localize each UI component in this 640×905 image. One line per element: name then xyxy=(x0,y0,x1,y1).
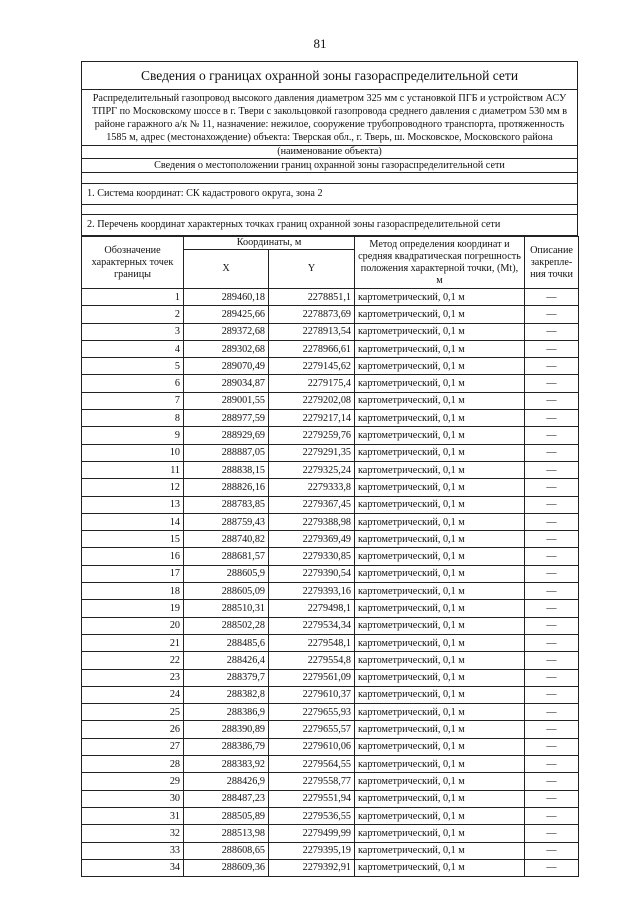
method-cell: картометрический, 0,1 м xyxy=(355,790,525,807)
fixing-description-cell: — xyxy=(525,807,579,824)
y-coordinate-cell: 2279388,98 xyxy=(269,513,355,530)
method-cell: картометрический, 0,1 м xyxy=(355,479,525,496)
point-number-cell: 28 xyxy=(82,756,184,773)
table-row xyxy=(82,634,579,651)
point-number-cell: 14 xyxy=(82,513,184,530)
fixing-description-cell: — xyxy=(525,617,579,634)
spacer-row xyxy=(82,173,577,184)
y-coordinate-cell: 2279259,76 xyxy=(269,427,355,444)
table-row xyxy=(82,513,579,530)
point-number-cell: 13 xyxy=(82,496,184,513)
point-number-cell: 12 xyxy=(82,479,184,496)
y-coordinate-cell: 2279610,37 xyxy=(269,686,355,703)
point-number-cell: 15 xyxy=(82,531,184,548)
x-coordinate-cell: 288605,9 xyxy=(184,565,269,582)
fixing-description-cell: — xyxy=(525,392,579,409)
y-coordinate-cell: 2279561,09 xyxy=(269,669,355,686)
point-number-cell: 30 xyxy=(82,790,184,807)
header-coordinates: Координаты, м xyxy=(184,237,355,250)
fixing-description-cell: — xyxy=(525,773,579,790)
table-row xyxy=(82,479,579,496)
fixing-description-cell: — xyxy=(525,842,579,859)
point-number-cell: 1 xyxy=(82,289,184,306)
fixing-description-cell: — xyxy=(525,513,579,530)
fixing-description-cell: — xyxy=(525,738,579,755)
x-coordinate-cell: 288379,7 xyxy=(184,669,269,686)
table-row xyxy=(82,531,579,548)
fixing-description-cell: — xyxy=(525,479,579,496)
method-cell: картометрический, 0,1 м xyxy=(355,531,525,548)
method-cell: картометрический, 0,1 м xyxy=(355,807,525,824)
x-coordinate-cell: 288390,89 xyxy=(184,721,269,738)
point-number-cell: 21 xyxy=(82,634,184,651)
point-number-cell: 34 xyxy=(82,859,184,876)
method-cell: картометрический, 0,1 м xyxy=(355,756,525,773)
point-number-cell: 4 xyxy=(82,340,184,357)
y-coordinate-cell: 2279395,19 xyxy=(269,842,355,859)
x-coordinate-cell: 288887,05 xyxy=(184,444,269,461)
x-coordinate-cell: 288487,23 xyxy=(184,790,269,807)
x-coordinate-cell: 289425,66 xyxy=(184,306,269,323)
x-coordinate-cell: 288681,57 xyxy=(184,548,269,565)
table-row xyxy=(82,738,579,755)
coordinate-system: 1. Система координат: СК кадастрового округа, зона 2 xyxy=(82,184,577,205)
y-coordinate-cell: 2278851,1 xyxy=(269,289,355,306)
method-cell: картометрический, 0,1 м xyxy=(355,358,525,375)
header-frame xyxy=(81,61,578,236)
y-coordinate-cell: 2279558,77 xyxy=(269,773,355,790)
object-description: Распределительный газопровод высокого давления диаметром 325 мм с установкой ПГБ и устройством АСУ ТПРГ по Московскому шоссе в г. Твери с закольцовкой газопровода среднего давления с диаметром 530 мм в районе гаражного а/к № 11, назначение: нежилое, сооружение трубопроводного транспорта, протяженность 1585 м, адрес (местонахождение) объекта: Тверская обл., г. Тверь, ш. Московское, Московского района xyxy=(91,93,568,143)
fixing-description-cell: — xyxy=(525,496,579,513)
y-coordinate-cell: 2279548,1 xyxy=(269,634,355,651)
table-row xyxy=(82,583,579,600)
table-row xyxy=(82,340,579,357)
point-number-cell: 20 xyxy=(82,617,184,634)
point-number-cell: 17 xyxy=(82,565,184,582)
table-row xyxy=(82,721,579,738)
y-coordinate-cell: 2279175,4 xyxy=(269,375,355,392)
table-row xyxy=(82,859,579,876)
y-coordinate-cell: 2279217,14 xyxy=(269,410,355,427)
spacer-row xyxy=(82,205,577,215)
y-coordinate-cell: 2278873,69 xyxy=(269,306,355,323)
fixing-description-cell: — xyxy=(525,652,579,669)
x-coordinate-cell: 288838,15 xyxy=(184,461,269,478)
x-coordinate-cell: 288759,43 xyxy=(184,513,269,530)
x-coordinate-cell: 288485,6 xyxy=(184,634,269,651)
x-coordinate-cell: 288510,31 xyxy=(184,600,269,617)
table-row xyxy=(82,358,579,375)
y-coordinate-cell: 2279534,34 xyxy=(269,617,355,634)
y-coordinate-cell: 2279390,54 xyxy=(269,565,355,582)
fixing-description-cell: — xyxy=(525,825,579,842)
method-cell: картометрический, 0,1 м xyxy=(355,392,525,409)
table-row xyxy=(82,686,579,703)
x-coordinate-cell: 288383,92 xyxy=(184,756,269,773)
method-cell: картометрический, 0,1 м xyxy=(355,859,525,876)
y-coordinate-cell: 2279367,45 xyxy=(269,496,355,513)
x-coordinate-cell: 288386,9 xyxy=(184,704,269,721)
x-coordinate-cell: 288502,28 xyxy=(184,617,269,634)
fixing-description-cell: — xyxy=(525,358,579,375)
table-row xyxy=(82,323,579,340)
y-coordinate-cell: 2279393,16 xyxy=(269,583,355,600)
y-coordinate-cell: 2279498,1 xyxy=(269,600,355,617)
fixing-description-cell: — xyxy=(525,790,579,807)
y-coordinate-cell: 2279499,99 xyxy=(269,825,355,842)
y-coordinate-cell: 2279564,55 xyxy=(269,756,355,773)
method-cell: картометрический, 0,1 м xyxy=(355,427,525,444)
point-number-cell: 18 xyxy=(82,583,184,600)
x-coordinate-cell: 288783,85 xyxy=(184,496,269,513)
x-coordinate-cell: 288740,82 xyxy=(184,531,269,548)
method-cell: картометрический, 0,1 м xyxy=(355,513,525,530)
method-cell: картометрический, 0,1 м xyxy=(355,444,525,461)
x-coordinate-cell: 289034,87 xyxy=(184,375,269,392)
table-row xyxy=(82,773,579,790)
document-body xyxy=(81,61,578,877)
fixing-description-cell: — xyxy=(525,306,579,323)
point-number-cell: 6 xyxy=(82,375,184,392)
method-cell: картометрический, 0,1 м xyxy=(355,600,525,617)
table-row xyxy=(82,807,579,824)
fixing-description-cell: — xyxy=(525,531,579,548)
method-cell: картометрический, 0,1 м xyxy=(355,617,525,634)
fixing-description-cell: — xyxy=(525,704,579,721)
table-row xyxy=(82,392,579,409)
table-row xyxy=(82,669,579,686)
table-row xyxy=(82,617,579,634)
x-coordinate-cell: 288386,79 xyxy=(184,738,269,755)
table-row xyxy=(82,289,579,306)
x-coordinate-cell: 288977,59 xyxy=(184,410,269,427)
y-coordinate-cell: 2278966,61 xyxy=(269,340,355,357)
table-row xyxy=(82,565,579,582)
method-cell: картометрический, 0,1 м xyxy=(355,686,525,703)
fixing-description-cell: — xyxy=(525,444,579,461)
point-number-cell: 26 xyxy=(82,721,184,738)
y-coordinate-cell: 2279655,57 xyxy=(269,721,355,738)
method-cell: картометрический, 0,1 м xyxy=(355,583,525,600)
method-cell: картометрический, 0,1 м xyxy=(355,461,525,478)
x-coordinate-cell: 288608,65 xyxy=(184,842,269,859)
point-number-cell: 9 xyxy=(82,427,184,444)
fixing-description-cell: — xyxy=(525,634,579,651)
table-row xyxy=(82,306,579,323)
page-number: 81 xyxy=(313,36,327,51)
table-row xyxy=(82,790,579,807)
point-number-cell: 24 xyxy=(82,686,184,703)
points-list-title: 2. Перечень координат характерных точках границ охранной зоны газораспределительной сети xyxy=(82,215,577,236)
point-number-cell: 10 xyxy=(82,444,184,461)
y-coordinate-cell: 2279330,85 xyxy=(269,548,355,565)
fixing-description-cell: — xyxy=(525,461,579,478)
y-coordinate-cell: 2279551,94 xyxy=(269,790,355,807)
y-coordinate-cell: 2278913,54 xyxy=(269,323,355,340)
method-cell: картометрический, 0,1 м xyxy=(355,842,525,859)
fixing-description-cell: — xyxy=(525,410,579,427)
x-coordinate-cell: 288426,4 xyxy=(184,652,269,669)
point-number-cell: 3 xyxy=(82,323,184,340)
document-title: Сведения о границах охранной зоны газораспределительной сети xyxy=(82,62,577,90)
table-row xyxy=(82,756,579,773)
method-cell: картометрический, 0,1 м xyxy=(355,825,525,842)
header-y: Y xyxy=(269,250,355,289)
method-cell: картометрический, 0,1 м xyxy=(355,704,525,721)
point-number-cell: 25 xyxy=(82,704,184,721)
x-coordinate-cell: 288426,9 xyxy=(184,773,269,790)
object-caption: (наименование объекта) xyxy=(82,145,577,159)
method-cell: картометрический, 0,1 м xyxy=(355,306,525,323)
x-coordinate-cell: 288382,8 xyxy=(184,686,269,703)
point-number-cell: 11 xyxy=(82,461,184,478)
fixing-description-cell: — xyxy=(525,427,579,444)
fixing-description-cell: — xyxy=(525,600,579,617)
fixing-description-cell: — xyxy=(525,565,579,582)
table-row xyxy=(82,375,579,392)
method-cell: картометрический, 0,1 м xyxy=(355,669,525,686)
method-cell: картометрический, 0,1 м xyxy=(355,340,525,357)
point-number-cell: 19 xyxy=(82,600,184,617)
table-row xyxy=(82,444,579,461)
table-row xyxy=(82,410,579,427)
method-cell: картометрический, 0,1 м xyxy=(355,410,525,427)
y-coordinate-cell: 2279145,62 xyxy=(269,358,355,375)
method-cell: картометрический, 0,1 м xyxy=(355,721,525,738)
point-number-cell: 7 xyxy=(82,392,184,409)
location-section-title: Сведения о местоположении границ охранной зоны газораспределительной сети xyxy=(82,159,577,173)
method-cell: картометрический, 0,1 м xyxy=(355,323,525,340)
y-coordinate-cell: 2279392,91 xyxy=(269,859,355,876)
table-row xyxy=(82,704,579,721)
x-coordinate-cell: 288609,36 xyxy=(184,859,269,876)
header-x: X xyxy=(184,250,269,289)
coordinates-table xyxy=(81,236,579,877)
point-number-cell: 8 xyxy=(82,410,184,427)
point-number-cell: 29 xyxy=(82,773,184,790)
table-row xyxy=(82,842,579,859)
x-coordinate-cell: 289460,18 xyxy=(184,289,269,306)
table-row xyxy=(82,427,579,444)
table-body xyxy=(82,289,579,877)
method-cell: картометрический, 0,1 м xyxy=(355,496,525,513)
fixing-description-cell: — xyxy=(525,756,579,773)
y-coordinate-cell: 2279202,08 xyxy=(269,392,355,409)
y-coordinate-cell: 2279325,24 xyxy=(269,461,355,478)
x-coordinate-cell: 289001,55 xyxy=(184,392,269,409)
point-number-cell: 33 xyxy=(82,842,184,859)
y-coordinate-cell: 2279554,8 xyxy=(269,652,355,669)
y-coordinate-cell: 2279536,55 xyxy=(269,807,355,824)
method-cell: картометрический, 0,1 м xyxy=(355,634,525,651)
y-coordinate-cell: 2279333,8 xyxy=(269,479,355,496)
header-point: Обозначение характерных точек границы xyxy=(82,237,184,289)
method-cell: картометрический, 0,1 м xyxy=(355,565,525,582)
table-row xyxy=(82,548,579,565)
fixing-description-cell: — xyxy=(525,669,579,686)
x-coordinate-cell: 289372,68 xyxy=(184,323,269,340)
x-coordinate-cell: 288826,16 xyxy=(184,479,269,496)
method-cell: картометрический, 0,1 м xyxy=(355,652,525,669)
point-number-cell: 2 xyxy=(82,306,184,323)
fixing-description-cell: — xyxy=(525,375,579,392)
x-coordinate-cell: 288505,89 xyxy=(184,807,269,824)
point-number-cell: 23 xyxy=(82,669,184,686)
header-fixing: Описание закрепле-ния точки xyxy=(525,237,579,289)
point-number-cell: 5 xyxy=(82,358,184,375)
table-row xyxy=(82,461,579,478)
method-cell: картометрический, 0,1 м xyxy=(355,548,525,565)
point-number-cell: 31 xyxy=(82,807,184,824)
table-row xyxy=(82,825,579,842)
table-row xyxy=(82,600,579,617)
x-coordinate-cell: 289070,49 xyxy=(184,358,269,375)
point-number-cell: 27 xyxy=(82,738,184,755)
x-coordinate-cell: 288605,09 xyxy=(184,583,269,600)
method-cell: картометрический, 0,1 м xyxy=(355,375,525,392)
point-number-cell: 32 xyxy=(82,825,184,842)
point-number-cell: 16 xyxy=(82,548,184,565)
x-coordinate-cell: 288929,69 xyxy=(184,427,269,444)
x-coordinate-cell: 289302,68 xyxy=(184,340,269,357)
fixing-description-cell: — xyxy=(525,323,579,340)
y-coordinate-cell: 2279655,93 xyxy=(269,704,355,721)
fixing-description-cell: — xyxy=(525,289,579,306)
y-coordinate-cell: 2279291,35 xyxy=(269,444,355,461)
method-cell: картометрический, 0,1 м xyxy=(355,289,525,306)
fixing-description-cell: — xyxy=(525,686,579,703)
fixing-description-cell: — xyxy=(525,721,579,738)
fixing-description-cell: — xyxy=(525,340,579,357)
fixing-description-cell: — xyxy=(525,859,579,876)
y-coordinate-cell: 2279610,06 xyxy=(269,738,355,755)
y-coordinate-cell: 2279369,49 xyxy=(269,531,355,548)
method-cell: картометрический, 0,1 м xyxy=(355,738,525,755)
fixing-description-cell: — xyxy=(525,583,579,600)
table-row xyxy=(82,496,579,513)
point-number-cell: 22 xyxy=(82,652,184,669)
method-cell: картометрический, 0,1 м xyxy=(355,773,525,790)
fixing-description-cell: — xyxy=(525,548,579,565)
table-row xyxy=(82,652,579,669)
header-method: Метод определения координат и средняя квадратическая погрешность положения характерной точки, (Mt), м xyxy=(355,237,525,289)
x-coordinate-cell: 288513,98 xyxy=(184,825,269,842)
